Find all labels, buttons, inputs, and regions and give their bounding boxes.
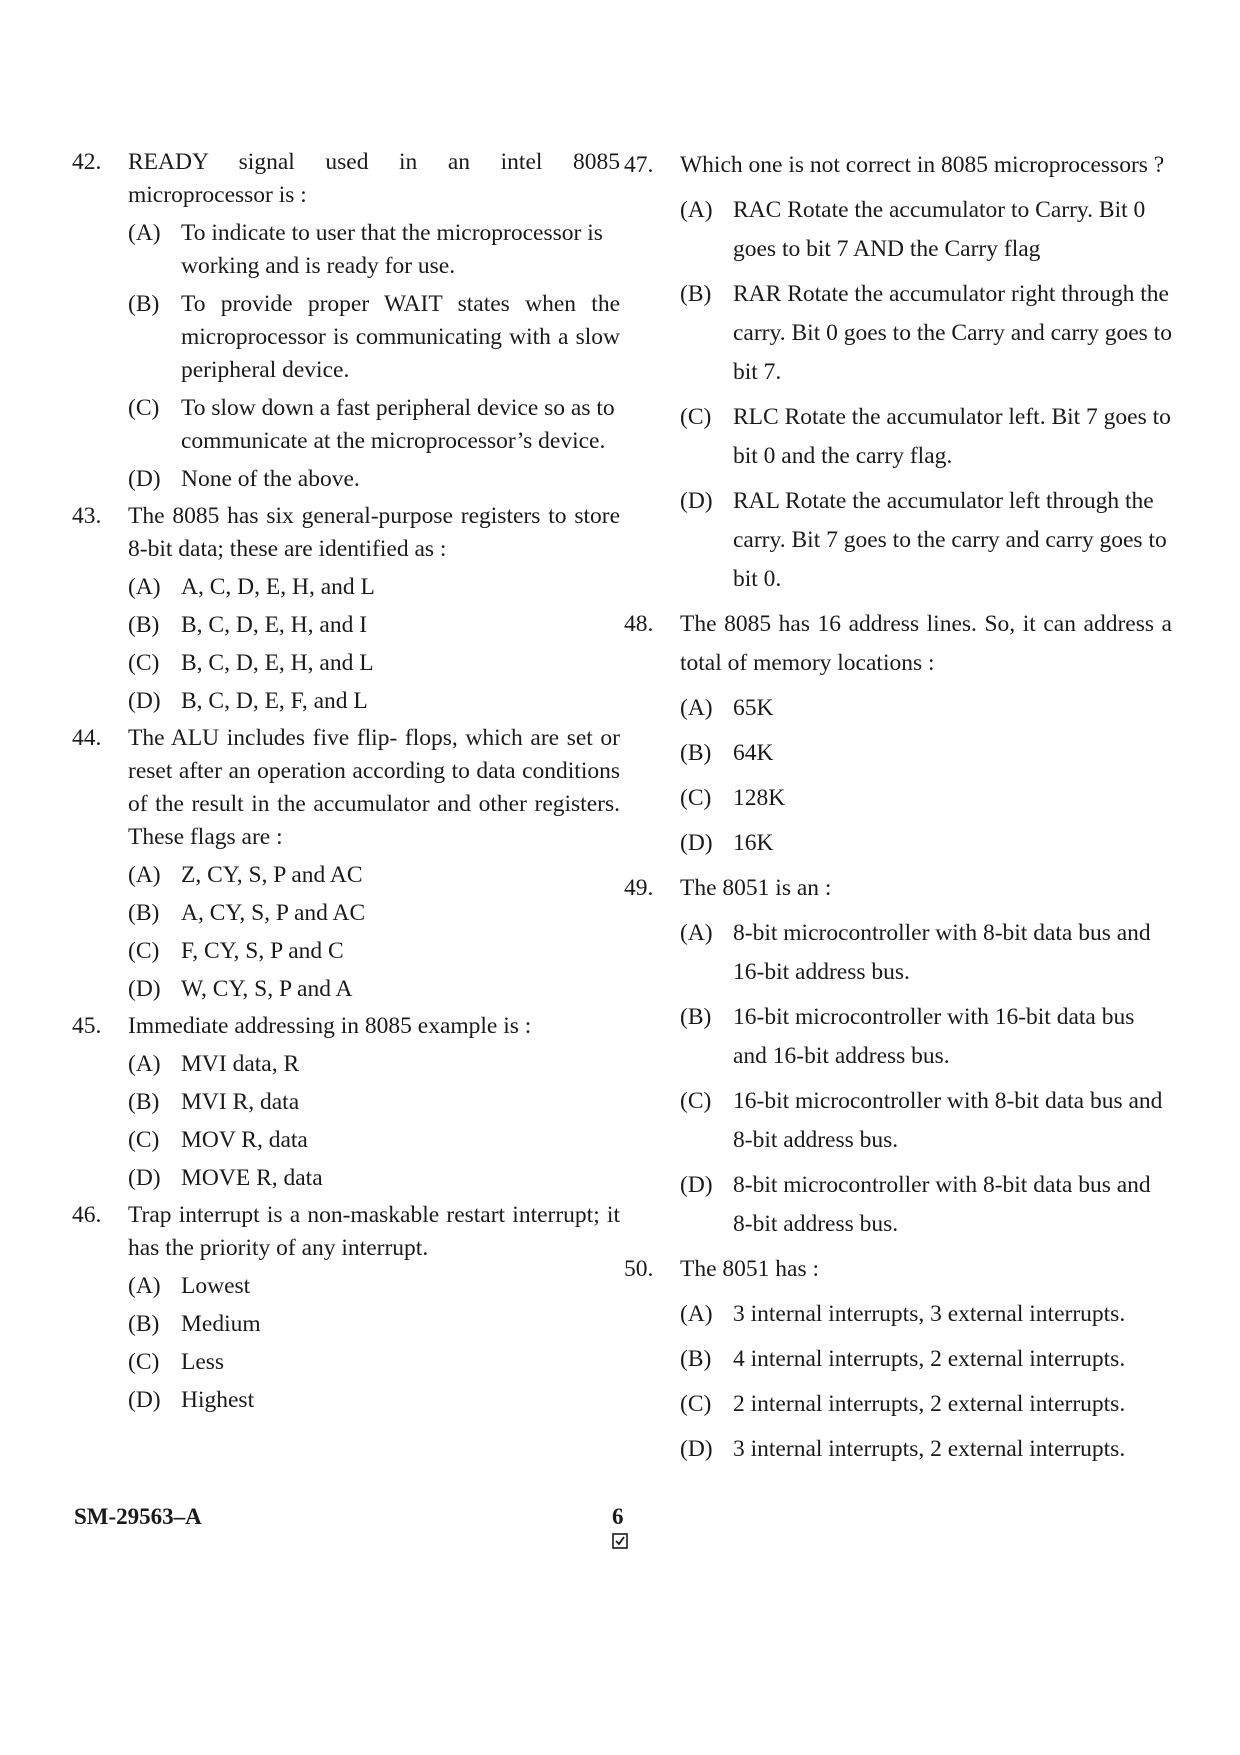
option-letter: (B) <box>128 612 160 638</box>
option-text: B, C, D, E, H, and L <box>181 650 374 676</box>
option-letter: (D) <box>128 1387 161 1413</box>
option-text: 2 internal interrupts, 2 external interrupts. <box>733 1391 1126 1417</box>
option <box>128 935 620 968</box>
page-number: 6 <box>612 1504 624 1529</box>
question-text: Which one is not correct in 8085 microprocessors ? <box>680 152 1165 178</box>
option-text: MOVE R, data <box>181 1165 323 1191</box>
question-47 <box>624 146 1172 599</box>
question-text: The 8085 has six general-purpose registers to store 8-bit data; these are identified as : <box>128 503 620 562</box>
option <box>680 1295 1172 1334</box>
left-column <box>72 146 620 1421</box>
option <box>128 1308 620 1341</box>
option-letter: (A) <box>128 220 161 246</box>
option-text: B, C, D, E, H, and I <box>181 612 368 638</box>
option-letter: (B) <box>128 900 160 926</box>
option-letter: (C) <box>128 1127 160 1153</box>
option <box>680 1430 1172 1469</box>
option <box>128 1162 620 1195</box>
option-letter: (C) <box>128 938 160 964</box>
option <box>680 734 1172 773</box>
question-text: Trap interrupt is a non-maskable restart interrupt; it has the priority of any interrupt. <box>128 1202 620 1261</box>
option-letter: (A) <box>680 1301 713 1327</box>
checkbox-checked-icon <box>612 1533 628 1549</box>
option-text: 64K <box>733 740 774 766</box>
option <box>128 685 620 718</box>
option <box>680 914 1172 992</box>
option-letter: (B) <box>128 291 160 317</box>
option-letter: (D) <box>680 488 713 514</box>
option <box>680 1340 1172 1379</box>
question-number: 45. <box>72 1013 102 1039</box>
option <box>128 1048 620 1081</box>
question-number: 44. <box>72 725 102 751</box>
option-text: To indicate to user that the microprocessor is working and is ready for use. <box>181 220 603 279</box>
option <box>128 647 620 680</box>
option-text: 65K <box>733 695 774 721</box>
option <box>128 571 620 604</box>
option-letter: (D) <box>680 1436 713 1462</box>
option <box>128 973 620 1006</box>
option-letter: (D) <box>128 976 161 1002</box>
option-letter: (A) <box>128 1051 161 1077</box>
option-letter: (A) <box>128 574 161 600</box>
option <box>680 1082 1172 1160</box>
option-text: Medium <box>181 1311 261 1337</box>
option-text: 16-bit microcontroller with 16-bit data bus and 16-bit address bus. <box>733 1004 1135 1069</box>
option-text: MOV R, data <box>181 1127 308 1153</box>
option <box>128 463 620 496</box>
option <box>680 824 1172 863</box>
question-42 <box>72 146 620 496</box>
option-text: To slow down a fast peripheral device so as to communicate at the microprocessor’s device. <box>181 395 615 454</box>
option <box>680 398 1172 476</box>
question-43 <box>72 500 620 718</box>
option-letter: (D) <box>680 830 713 856</box>
option <box>128 897 620 930</box>
option <box>128 1086 620 1119</box>
option-text: Less <box>181 1349 225 1375</box>
option-text: B, C, D, E, F, and L <box>181 688 368 714</box>
question-text: The 8085 has 16 address lines. So, it can address a total of memory locations : <box>680 611 1172 676</box>
option-letter: (D) <box>680 1172 713 1198</box>
option-text: 16K <box>733 830 774 856</box>
option <box>128 609 620 642</box>
option-letter: (A) <box>680 920 713 946</box>
option-text: Highest <box>181 1387 255 1413</box>
question-number: 46. <box>72 1202 102 1228</box>
option <box>128 1270 620 1303</box>
option-letter: (C) <box>680 1391 712 1417</box>
question-text: The 8051 is an : <box>680 875 832 901</box>
option-text: RAC Rotate the accumulator to Carry. Bit 0 goes to bit 7 AND the Carry flag <box>733 197 1146 262</box>
question-49 <box>624 869 1172 1244</box>
option-text: F, CY, S, P and C <box>181 938 344 964</box>
question-number: 43. <box>72 503 102 529</box>
option-text: To provide proper WAIT states when the microprocessor is communicating with a slow peripheral device. <box>181 291 620 383</box>
option-letter: (A) <box>128 862 161 888</box>
option-text: W, CY, S, P and A <box>181 976 353 1002</box>
option-text: 8-bit microcontroller with 8-bit data bus and 16-bit address bus. <box>733 920 1151 985</box>
option-letter: (B) <box>128 1089 160 1115</box>
option-letter: (B) <box>680 1346 712 1372</box>
option-letter: (B) <box>128 1311 160 1337</box>
question-text: The 8051 has : <box>680 1256 820 1282</box>
option-text: 3 internal interrupts, 2 external interrupts. <box>733 1436 1126 1462</box>
option <box>128 859 620 892</box>
option <box>128 1124 620 1157</box>
option-text: A, C, D, E, H, and L <box>181 574 375 600</box>
option-text: None of the above. <box>181 466 360 492</box>
option <box>680 1385 1172 1424</box>
option-text: RAR Rotate the accumulator right through the carry. Bit 0 goes to the Carry and carry goes to bit 7. <box>733 281 1172 385</box>
option <box>128 1346 620 1379</box>
question-44 <box>72 722 620 1006</box>
option-letter: (C) <box>128 1349 160 1375</box>
question-45 <box>72 1010 620 1195</box>
option-text: 8-bit microcontroller with 8-bit data bus and 8-bit address bus. <box>733 1172 1151 1237</box>
option-letter: (D) <box>128 466 161 492</box>
option-letter: (B) <box>680 1004 712 1030</box>
option-text: MVI data, R <box>181 1051 300 1077</box>
option-text: Lowest <box>181 1273 251 1299</box>
option-text: RAL Rotate the accumulator left through the carry. Bit 7 goes to the carry and carry goes to bit 0. <box>733 488 1167 592</box>
option-letter: (B) <box>680 740 712 766</box>
right-column <box>624 146 1172 1475</box>
option <box>128 392 620 458</box>
question-number: 49. <box>624 875 654 901</box>
question-number: 42. <box>72 149 102 175</box>
question-46 <box>72 1199 620 1417</box>
option <box>680 998 1172 1076</box>
option-text: 4 internal interrupts, 2 external interrupts. <box>733 1346 1126 1372</box>
option <box>128 217 620 283</box>
option-letter: (C) <box>680 404 712 430</box>
question-number: 48. <box>624 611 654 637</box>
booklet-code: SM-29563–A <box>74 1504 202 1529</box>
option-text: 128K <box>733 785 786 811</box>
option <box>680 482 1172 599</box>
option <box>680 779 1172 818</box>
option <box>128 288 620 387</box>
option-text: 3 internal interrupts, 3 external interrupts. <box>733 1301 1126 1327</box>
option-text: RLC Rotate the accumulator left. Bit 7 goes to bit 0 and the carry flag. <box>733 404 1171 469</box>
option <box>680 1166 1172 1244</box>
option-text: MVI R, data <box>181 1089 300 1115</box>
option-letter: (D) <box>128 688 161 714</box>
option-text: A, CY, S, P and AC <box>181 900 366 926</box>
option-text: 16-bit microcontroller with 8-bit data bus and 8-bit address bus. <box>733 1088 1163 1153</box>
option-letter: (D) <box>128 1165 161 1191</box>
option-letter: (A) <box>128 1273 161 1299</box>
option-letter: (B) <box>680 281 712 307</box>
option-letter: (C) <box>128 395 160 421</box>
option-letter: (A) <box>680 197 713 223</box>
option-letter: (C) <box>680 1088 712 1114</box>
question-number: 47. <box>624 152 654 178</box>
option <box>128 1384 620 1417</box>
option-letter: (C) <box>128 650 160 676</box>
question-48 <box>624 605 1172 863</box>
question-50 <box>624 1250 1172 1469</box>
question-text: The ALU includes five flip- flops, which are set or reset after an operation according to data conditions of the result in the accumulator and other registers. These flags are : <box>128 725 620 850</box>
question-number: 50. <box>624 1256 654 1282</box>
option <box>680 191 1172 269</box>
option-text: Z, CY, S, P and AC <box>181 862 363 888</box>
option <box>680 689 1172 728</box>
question-text: Immediate addressing in 8085 example is : <box>128 1013 532 1039</box>
option <box>680 275 1172 392</box>
option-letter: (C) <box>680 785 712 811</box>
question-text: READY signal used in an intel 8085 microprocessor is : <box>128 149 620 208</box>
option-letter: (A) <box>680 695 713 721</box>
